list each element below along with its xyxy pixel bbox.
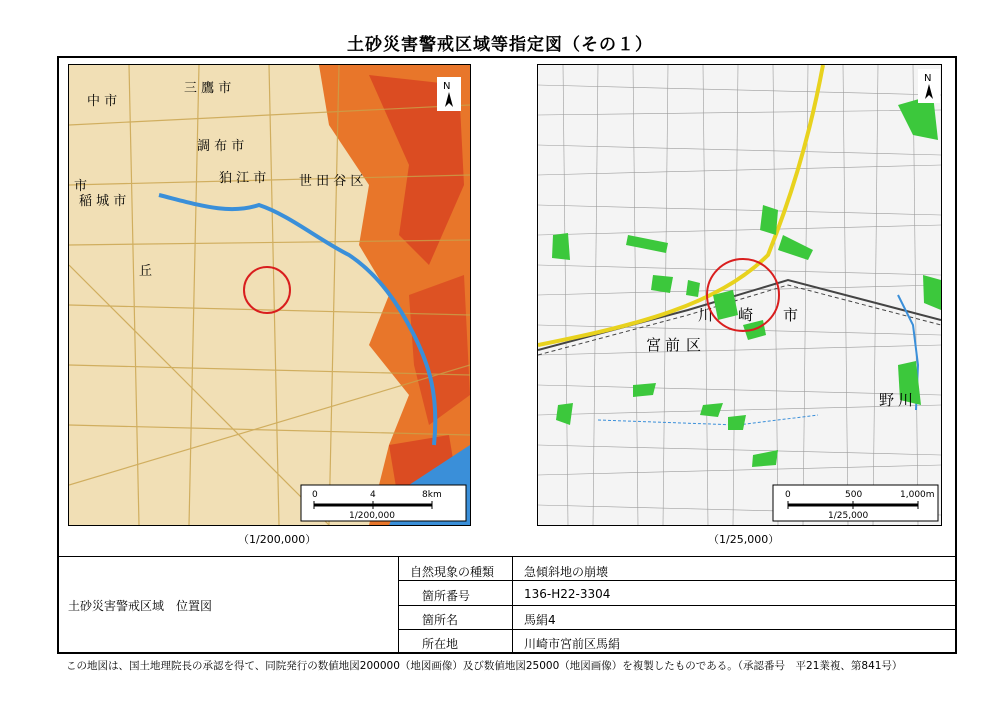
scale-ratio-left: 1/200,000 <box>349 511 395 521</box>
table-row-line-2 <box>398 605 957 606</box>
right-map-scale-caption: （1/25,000） <box>708 533 780 546</box>
info-label-phenomenon: 自然現象の種類 <box>410 565 495 579</box>
svg-text:区: 区 <box>686 336 702 354</box>
svg-text:市: 市 <box>783 306 799 324</box>
svg-text:三 鷹 市: 三 鷹 市 <box>184 81 232 96</box>
svg-text:中 市: 中 市 <box>87 94 118 109</box>
info-value-phenomenon: 急傾斜地の崩壊 <box>524 565 609 579</box>
scale-tick-2-left: 8km <box>422 490 442 500</box>
svg-text:野: 野 <box>879 391 895 409</box>
location-map-label: 土砂災害警戒区域 位置図 <box>68 599 213 613</box>
copyright-footer: この地図は、国土地理院長の承認を得て、同院発行の数値地図200000（地図画像）及び数値地図25000（地図画像）を複製したものである。（承認番号 平21業複、第841号） <box>66 660 903 672</box>
svg-text:市: 市 <box>74 179 88 194</box>
scale-tick-2-right: 1,000m <box>900 490 935 500</box>
info-value-site-name: 馬絹4 <box>524 613 556 627</box>
location-map-200000 <box>68 64 471 526</box>
svg-text:前: 前 <box>665 336 681 354</box>
scale-tick-0-right: 0 <box>785 490 791 500</box>
svg-text:世 田 谷 区: 世 田 谷 区 <box>299 174 364 189</box>
table-top-border <box>57 556 957 557</box>
scale-tick-0-left: 0 <box>312 490 318 500</box>
svg-text:川: 川 <box>698 306 714 324</box>
table-row-line-1 <box>398 580 957 581</box>
svg-text:狛 江 市: 狛 江 市 <box>219 171 267 186</box>
info-value-location: 川崎市宮前区馬絹 <box>524 637 621 651</box>
svg-text:川: 川 <box>898 391 914 409</box>
scale-tick-1-right: 500 <box>845 490 863 500</box>
info-label-location: 所在地 <box>422 637 459 651</box>
info-value-site-number: 136-H22-3304 <box>524 587 611 601</box>
table-row-line-3 <box>398 629 957 630</box>
svg-text:宮: 宮 <box>646 336 662 354</box>
svg-text:丘: 丘 <box>139 264 153 279</box>
info-label-site-name: 箇所名 <box>422 613 459 627</box>
left-map-scale-caption: （1/200,000） <box>238 533 317 546</box>
svg-text:崎: 崎 <box>738 306 754 324</box>
scale-ratio-right: 1/25,000 <box>828 511 869 521</box>
page-title: 土砂災害警戒区域等指定図（その１） <box>347 35 653 55</box>
north-label-right: N <box>924 73 932 84</box>
scale-tick-1-left: 4 <box>370 490 376 500</box>
svg-text:調 布 市: 調 布 市 <box>197 139 245 154</box>
detail-map-25000 <box>537 64 942 526</box>
svg-text:稲 城 市: 稲 城 市 <box>79 194 127 209</box>
north-label-left: N <box>443 81 451 92</box>
info-label-site-number: 箇所番号 <box>422 589 471 603</box>
